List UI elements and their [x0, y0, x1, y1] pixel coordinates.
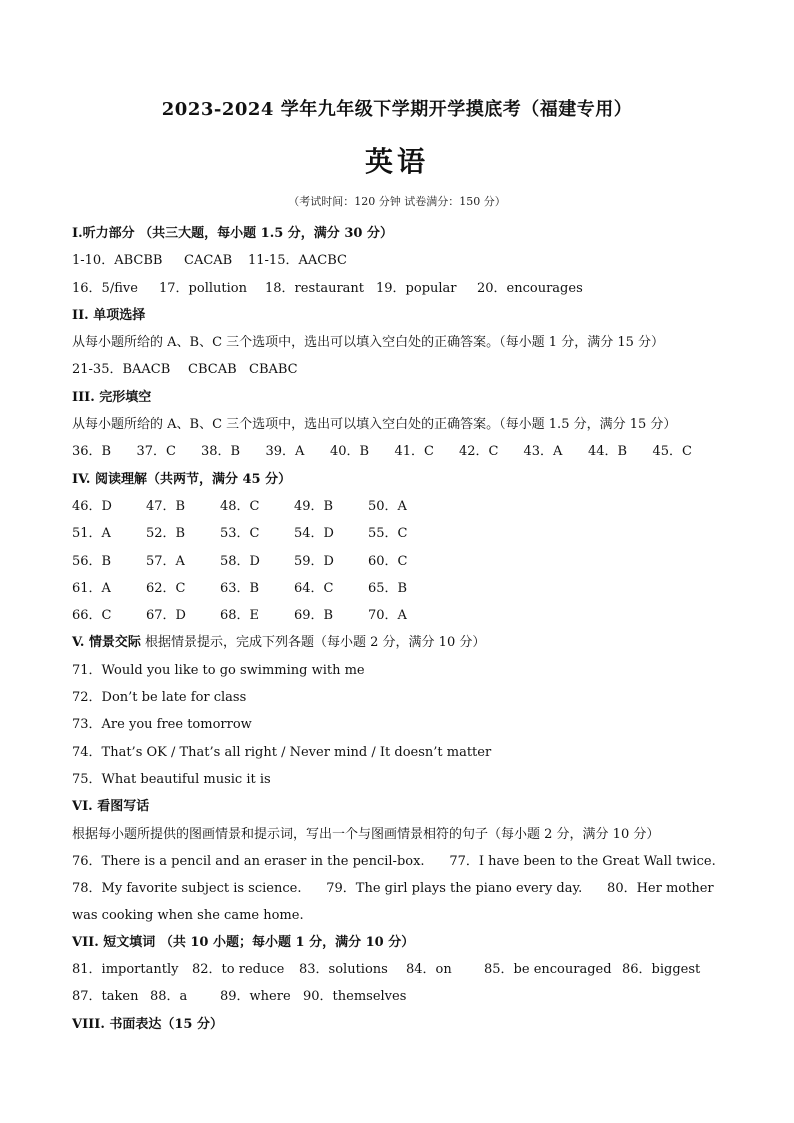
answer-item: 38．B — [201, 444, 241, 460]
section-6-heading: VI. 看图写话 — [72, 799, 150, 815]
section-4-row-1 — [72, 493, 727, 520]
answer-item: 69．B — [294, 608, 334, 624]
answer-item: 44．B — [588, 444, 628, 460]
exam-meta: （考试时间：120 分钟 试卷满分：150 分） — [288, 195, 506, 208]
answer-item: 49．B — [294, 498, 334, 514]
answer-group: CBCAB — [188, 362, 237, 378]
answer-group: 11-15．AACBC — [248, 253, 347, 269]
section-7-heading: VII. 短文填词 （共 10 小题；每小题 1 分，满分 10 分） — [72, 934, 415, 950]
section-5-instruction: 根据情景提示，完成下列各题（每小题 2 分，满分 10 分） — [140, 635, 486, 651]
answer-item: 89．where — [220, 989, 291, 1005]
answer-item: 81．importantly — [72, 962, 179, 978]
answer-group: CACAB — [184, 253, 233, 269]
section-6-answers: 76．There is a pencil and an eraser in the pencil-box. 77．I have been to the Great Wall twice. 78．My favorite subject is science. 79．The girl plays the piano every day. 80．Her mother was cooking when she came home. — [72, 853, 741, 923]
answer-item: 47．B — [146, 498, 186, 514]
answer-item: 41．C — [394, 444, 434, 460]
answer-item: 86．biggest — [622, 962, 701, 978]
answer-sentence: 71．Would you like to go swimming with me — [72, 662, 365, 678]
answer-item: 48．C — [220, 498, 260, 514]
answer-item: 83．solutions — [299, 962, 388, 978]
answer-item: 56．B — [72, 553, 112, 569]
answer-item: 43．A — [523, 444, 563, 460]
answer-item: 52．B — [146, 526, 186, 542]
answer-item: 66．C — [72, 608, 112, 624]
section-2-heading: II. 单项选择 — [72, 307, 146, 323]
section-1-heading: I.听力部分 （共三大题，每小题 1.5 分，满分 30 分） — [72, 226, 393, 241]
answer-item: 42．C — [459, 444, 499, 460]
section-4-row-2 — [72, 520, 727, 547]
section-5-title: V. 情景交际 — [72, 635, 141, 651]
answer-item: 85．be encouraged — [484, 962, 612, 978]
answer-item: 90．themselves — [303, 989, 407, 1005]
answer-item: 40．B — [330, 444, 370, 460]
answer-item: 87．taken — [72, 989, 139, 1005]
answer-item: 68．E — [220, 608, 260, 624]
answer-sentence: 75．What beautiful music it is — [72, 771, 271, 787]
section-7-row-1 — [72, 956, 727, 983]
answer-item: 36．B — [72, 444, 112, 460]
answer-item: 55．C — [368, 526, 408, 542]
document-title: 2023-2024 学年九年级下学期开学摸底考（福建专用） — [161, 99, 633, 120]
section-4-row-5 — [72, 602, 727, 629]
answer-item: 17．pollution — [159, 280, 247, 296]
section-3-heading: III. 完形填空 — [72, 389, 152, 405]
answer-content — [72, 220, 741, 1038]
answer-item: 39．A — [265, 444, 305, 460]
section-2-row-1 — [72, 356, 727, 383]
section-1-row-1 — [72, 247, 727, 274]
answer-group: 21-35．BAACB — [72, 362, 171, 378]
answer-item: 45．C — [652, 444, 692, 460]
answer-item: 19．popular — [376, 280, 457, 296]
answer-item: 18．restaurant — [265, 280, 365, 296]
subject-title: 英语 — [364, 145, 429, 178]
answer-item: 53．C — [220, 526, 260, 542]
section-7-row-2 — [72, 983, 727, 1010]
answer-item: 63．B — [220, 580, 260, 596]
answer-item: 65．B — [368, 580, 408, 596]
answer-item: 62．C — [146, 580, 186, 596]
answer-item: 37．C — [136, 444, 176, 460]
answer-item: 70．A — [368, 608, 407, 624]
answer-item: 67．D — [146, 608, 186, 624]
answer-sentence: 72．Don’t be late for class — [72, 690, 247, 706]
section-5-heading — [72, 629, 727, 656]
answer-item: 60．C — [368, 553, 408, 569]
section-4-row-3 — [72, 548, 727, 575]
answer-item: 20．encourages — [477, 280, 583, 296]
section-6-instruction: 根据每小题所提供的图画情景和提示词，写出一个与图画情景相符的句子（每小题 2 分，满分 10 分） — [72, 826, 660, 842]
section-3-row-1 — [72, 438, 727, 465]
section-8-heading: VIII. 书面表达（15 分） — [72, 1016, 223, 1032]
answer-item: 51．A — [72, 526, 111, 542]
section-4-heading: IV. 阅读理解（共两节，满分 45 分） — [72, 471, 292, 487]
answer-item: 46．D — [72, 498, 112, 514]
answer-item: 54．D — [294, 526, 334, 542]
answer-item: 82．to reduce — [192, 962, 285, 978]
answer-group: CBABC — [249, 362, 298, 378]
answer-item: 84．on — [406, 962, 452, 978]
answer-sentence: 73．Are you free tomorrow — [72, 717, 252, 733]
answer-item: 61．A — [72, 580, 111, 596]
answer-item: 88．a — [150, 989, 188, 1005]
answer-item: 57．A — [146, 553, 185, 569]
section-3-instruction: 从每小题所给的 A、B、C 三个选项中，选出可以填入空白处的正确答案。（每小题 1.5 分，满分 15 分） — [72, 417, 677, 433]
section-4-row-4 — [72, 575, 727, 602]
answer-item: 59．D — [294, 553, 334, 569]
answer-item: 16．5/five — [72, 280, 138, 296]
answer-item: 50．A — [368, 498, 407, 514]
answer-sentence: 74．That’s OK / That’s all right / Never mind / It doesn’t matter — [72, 744, 492, 760]
section-1-row-2 — [72, 275, 727, 302]
section-2-instruction: 从每小题所给的 A、B、C 三个选项中，选出可以填入空白处的正确答案。（每小题 1 分，满分 15 分） — [72, 335, 664, 351]
answer-item: 58．D — [220, 553, 260, 569]
answer-group: 1-10．ABCBB — [72, 253, 163, 269]
answer-item: 64．C — [294, 580, 334, 596]
